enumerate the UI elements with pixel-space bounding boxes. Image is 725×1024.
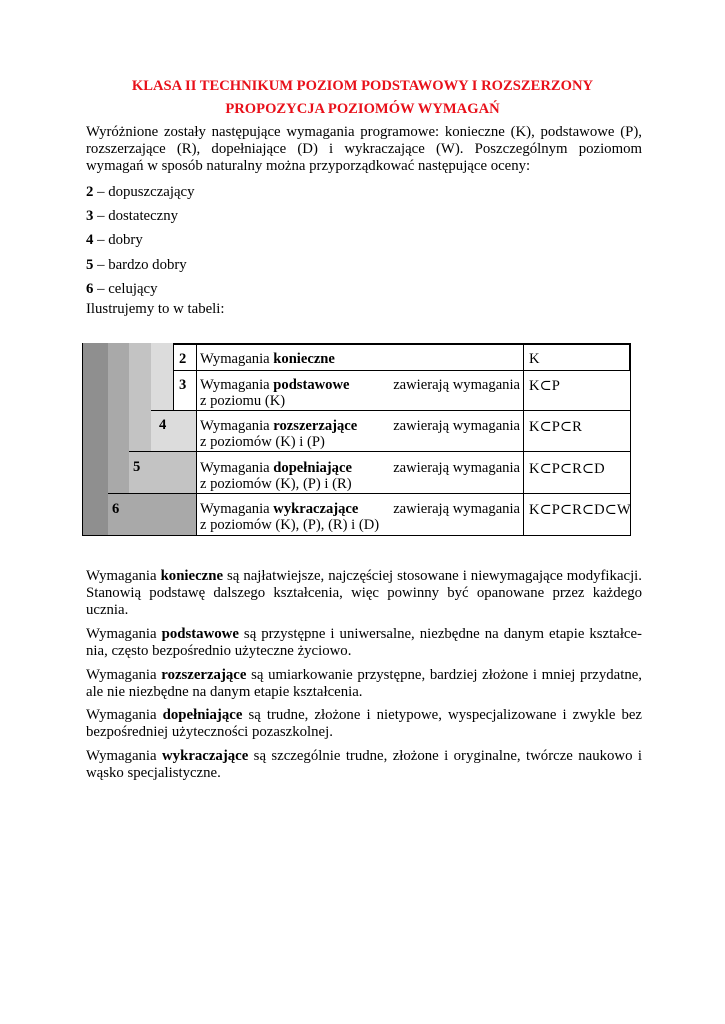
grade-number: 3 — [179, 377, 187, 393]
grade-3-column — [151, 343, 173, 410]
grade-number: 4 — [159, 417, 167, 433]
set-symbol: K⊂P⊂R — [529, 419, 582, 435]
description-podstawowe: Wymagania podstawowe są przystępne i uniwersalne, niezbędne na danym etapie kształce-nia, często bezpośrednio użyteczne życiowo. — [86, 626, 642, 659]
grade-number: 2 — [179, 351, 187, 367]
row-description: Wymagania wykraczające zawierają wymagania z poziomów (K), (P), (R) i (D) — [200, 501, 520, 533]
grade-item: 4 – dobry — [86, 232, 143, 249]
grade-item: 2 – dopuszczający — [86, 184, 195, 200]
row-description: Wymagania konieczne — [200, 351, 335, 367]
page-title: KLASA II TECHNIKUM POZIOM PODSTAWOWY I ROZSZERZONY — [131, 78, 594, 94]
requirements-table — [82, 343, 631, 536]
page-subtitle: PROPOZYCJA POZIOMÓW WYMAGAŃ — [225, 101, 500, 117]
grade-number: 6 — [112, 501, 120, 517]
description-dopelniajace: Wymagania dopełniające są trudne, złożone i nietypowe, wyspecjalizowane i zwykle bez bezpośredniej użyteczności pozaszkolnej. — [86, 707, 642, 740]
row-description: Wymagania podstawowe zawierają wymagania z poziomu (K) — [200, 377, 520, 409]
grade-5-column — [108, 343, 129, 493]
set-symbol: K⊂P⊂R⊂D⊂W — [529, 502, 631, 518]
description-konieczne: Wymagania konieczne są najłatwiejsze, najczęściej stosowane i niewymagające modyfikacji. Stanowią podstawę dalszego kształcenia, więc powinny być opanowane przez każdego ucznia. — [86, 568, 642, 618]
grade-item: 5 – bardzo dobry — [86, 256, 187, 273]
grade-item: 6 – celujący — [86, 280, 158, 297]
illustrate-text: Ilustrujemy to w tabeli: — [86, 301, 225, 317]
grade-4-column — [129, 343, 151, 451]
grade-6-column — [82, 343, 108, 536]
grades-list — [86, 180, 194, 301]
row-description: Wymagania rozszerzające zawierają wymagania z poziomów (K) i (P) — [200, 418, 520, 450]
description-wykraczajace: Wymagania wykraczające są szczególnie trudne, złożone i oryginalne, twórcze naukowo i wąsko specjalistyczne. — [86, 748, 642, 781]
grade-item: 3 – dostateczny — [86, 208, 179, 225]
set-symbol: K⊂P — [529, 378, 560, 394]
grade-4-cell — [151, 410, 196, 451]
description-rozszerzajace: Wymagania rozszerzające są umiarkowanie przystępne, bardziej złożone i mniej przydatne, ale nie niezbędne na danym etapie kształcenia. — [86, 667, 642, 700]
set-symbol: K — [529, 351, 540, 367]
row-description: Wymagania dopełniające zawierają wymagania z poziomów (K), (P) i (R) — [200, 460, 520, 492]
grade-6-cell — [108, 493, 196, 536]
intro-paragraph: Wyróżnione zostały następujące wymagania programowe: konieczne (K), podstawowe (P), rozszerzające (R), dopełniające (D) i wykraczające (W). Poszczególnym poziomom wymagań w sposób naturalny można przyporządkować następujące oceny: — [86, 124, 642, 174]
grade-number: 5 — [133, 459, 141, 475]
set-symbol: K⊂P⊂R⊂D — [529, 461, 605, 477]
